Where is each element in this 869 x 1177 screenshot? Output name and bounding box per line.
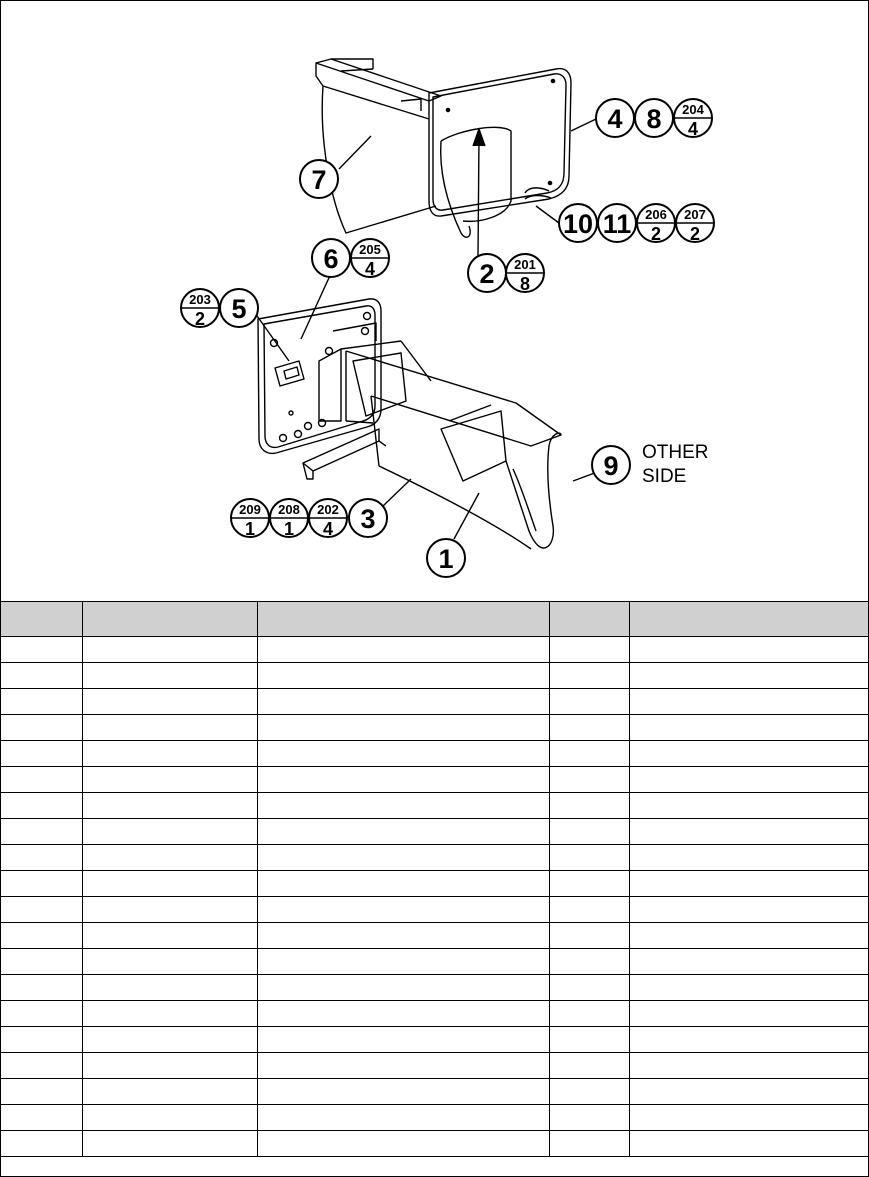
table-cell	[1, 767, 82, 793]
table-cell	[82, 845, 257, 871]
svg-text:7: 7	[311, 165, 327, 195]
table-cell	[1, 1105, 82, 1131]
svg-text:2: 2	[650, 224, 662, 244]
hardware-callout-204	[674, 99, 712, 139]
table-cell	[629, 741, 868, 767]
table-cell	[82, 1131, 257, 1157]
table-cell	[82, 741, 257, 767]
table-row	[1, 1105, 868, 1131]
svg-text:205: 205	[359, 242, 381, 257]
svg-text:4: 4	[607, 104, 623, 134]
table-cell	[549, 975, 629, 1001]
table-cell	[82, 1105, 257, 1131]
table-header-row	[1, 602, 868, 637]
table-cell	[1, 689, 82, 715]
table-cell	[549, 897, 629, 923]
table-cell	[1, 1027, 82, 1053]
svg-text:8: 8	[646, 104, 662, 134]
table-row	[1, 923, 868, 949]
svg-text:4: 4	[687, 119, 699, 139]
table-cell	[82, 949, 257, 975]
table-cell	[1, 1053, 82, 1079]
svg-text:208: 208	[278, 502, 300, 517]
table-cell	[629, 1079, 868, 1105]
table-cell	[257, 793, 549, 819]
hardware-callout-202	[309, 499, 347, 539]
table-cell	[629, 689, 868, 715]
table-cell	[629, 637, 868, 663]
table-cell	[549, 1053, 629, 1079]
callout-5	[220, 289, 258, 327]
table-cell	[257, 975, 549, 1001]
svg-text:4: 4	[322, 519, 334, 539]
callout-11	[598, 204, 636, 242]
table-cell	[82, 1053, 257, 1079]
svg-text:5: 5	[231, 294, 247, 324]
table-cell	[257, 1131, 549, 1157]
table-cell	[629, 949, 868, 975]
callout-8	[635, 99, 673, 137]
callout-9	[592, 446, 630, 484]
table-row	[1, 975, 868, 1001]
callout-1	[427, 539, 465, 577]
other-side-note-line2: SIDE	[642, 466, 687, 487]
table-cell	[257, 663, 549, 689]
callout-10	[559, 204, 597, 242]
table-cell	[257, 1027, 549, 1053]
table-cell	[1, 1079, 82, 1105]
table-cell	[629, 975, 868, 1001]
callout-3	[349, 499, 387, 537]
table-cell	[257, 845, 549, 871]
table-cell	[82, 689, 257, 715]
table-cell	[549, 1131, 629, 1157]
svg-text:2: 2	[479, 259, 495, 289]
table-cell	[257, 819, 549, 845]
table-cell	[629, 715, 868, 741]
svg-text:3: 3	[360, 504, 376, 534]
header-cell	[82, 602, 257, 637]
table-cell	[549, 845, 629, 871]
table-cell	[549, 715, 629, 741]
svg-text:8: 8	[519, 274, 531, 294]
table-row	[1, 741, 868, 767]
table-cell	[629, 793, 868, 819]
table-cell	[549, 663, 629, 689]
table-cell	[629, 819, 868, 845]
table-cell	[82, 1027, 257, 1053]
table-cell	[1, 923, 82, 949]
hardware-callout-206	[637, 204, 675, 244]
svg-text:201: 201	[514, 257, 536, 272]
table-cell	[1, 949, 82, 975]
table-cell	[257, 741, 549, 767]
table-cell	[257, 897, 549, 923]
table-cell	[257, 637, 549, 663]
callout-6	[312, 239, 350, 277]
table-cell	[629, 923, 868, 949]
table-cell	[82, 975, 257, 1001]
table-cell	[82, 1001, 257, 1027]
table-row	[1, 1053, 868, 1079]
hardware-callout-201	[506, 254, 544, 294]
svg-text:1: 1	[244, 519, 256, 539]
table-cell	[549, 741, 629, 767]
table-cell	[629, 1001, 868, 1027]
table-cell	[549, 793, 629, 819]
other-side-note-line1: OTHER	[642, 442, 709, 463]
header-cell	[549, 602, 629, 637]
table-cell	[1, 1001, 82, 1027]
table-row	[1, 1001, 868, 1027]
hardware-callout-203	[181, 289, 219, 329]
table-row	[1, 767, 868, 793]
header-cell	[1, 602, 82, 637]
table-cell	[257, 923, 549, 949]
table-cell	[82, 923, 257, 949]
table-cell	[549, 819, 629, 845]
table-cell	[1, 741, 82, 767]
table-row	[1, 689, 868, 715]
table-cell	[1, 637, 82, 663]
table-cell	[629, 1105, 868, 1131]
table-cell	[257, 1105, 549, 1131]
hardware-callout-205	[351, 239, 389, 279]
svg-text:203: 203	[189, 292, 211, 307]
table-cell	[549, 1079, 629, 1105]
table-row	[1, 871, 868, 897]
svg-text:1: 1	[283, 519, 295, 539]
callout-7	[300, 160, 338, 198]
table-row	[1, 949, 868, 975]
table-row	[1, 845, 868, 871]
table-cell	[257, 949, 549, 975]
table-cell	[257, 767, 549, 793]
table-cell	[82, 1079, 257, 1105]
table-cell	[629, 845, 868, 871]
table-cell	[1, 793, 82, 819]
table-cell	[257, 689, 549, 715]
svg-text:4: 4	[364, 259, 376, 279]
svg-text:204: 204	[682, 102, 704, 117]
table-cell	[629, 767, 868, 793]
table-cell	[82, 897, 257, 923]
table-cell	[549, 949, 629, 975]
table-cell	[82, 793, 257, 819]
svg-text:10: 10	[562, 209, 594, 239]
table-cell	[549, 1001, 629, 1027]
table-cell	[549, 767, 629, 793]
table-cell	[629, 897, 868, 923]
table-cell	[629, 871, 868, 897]
table-cell	[549, 1027, 629, 1053]
table-row	[1, 1027, 868, 1053]
callouts-layer	[181, 99, 714, 577]
table-cell	[1, 845, 82, 871]
svg-text:2: 2	[194, 309, 206, 329]
table-cell	[549, 1105, 629, 1131]
table-cell	[1, 897, 82, 923]
table-cell	[549, 637, 629, 663]
table-row	[1, 1131, 868, 1157]
svg-text:209: 209	[239, 502, 261, 517]
table-cell	[1, 975, 82, 1001]
table-cell	[629, 1027, 868, 1053]
cover-assembly-drawing	[316, 59, 571, 237]
table-cell	[82, 767, 257, 793]
table-cell	[1, 819, 82, 845]
table-cell	[549, 871, 629, 897]
exploded-view-drawing	[1, 1, 868, 602]
svg-text:6: 6	[323, 244, 339, 274]
table-row	[1, 819, 868, 845]
callout-4	[596, 99, 634, 137]
svg-text:207: 207	[684, 207, 706, 222]
assembly-illustration	[1, 1, 868, 601]
table-row	[1, 793, 868, 819]
hardware-callout-209	[231, 499, 269, 539]
table-cell	[1, 715, 82, 741]
header-cell	[257, 602, 549, 637]
table-cell	[82, 871, 257, 897]
table-cell	[82, 663, 257, 689]
hardware-callout-207	[676, 204, 714, 244]
callout-2	[468, 254, 506, 292]
table-cell	[82, 715, 257, 741]
table-cell	[82, 819, 257, 845]
hardware-callout-208	[270, 499, 308, 539]
table-cell	[549, 689, 629, 715]
svg-text:1: 1	[438, 544, 454, 574]
table-row	[1, 663, 868, 689]
table-cell	[257, 871, 549, 897]
table-row	[1, 897, 868, 923]
table-cell	[1, 663, 82, 689]
table-cell	[629, 663, 868, 689]
svg-text:2: 2	[689, 224, 701, 244]
table-cell	[629, 1131, 868, 1157]
svg-text:202: 202	[317, 502, 339, 517]
table-cell	[1, 871, 82, 897]
svg-text:9: 9	[603, 451, 619, 481]
table-cell	[257, 715, 549, 741]
table-cell	[82, 637, 257, 663]
svg-text:206: 206	[645, 207, 667, 222]
table-cell	[549, 923, 629, 949]
table-row	[1, 637, 868, 663]
svg-text:11: 11	[602, 209, 632, 239]
table-cell	[257, 1079, 549, 1105]
table-row	[1, 1079, 868, 1105]
table-body	[1, 637, 868, 1157]
header-cell	[629, 602, 868, 637]
parts-list-table	[1, 602, 868, 1157]
table-cell	[629, 1053, 868, 1079]
table-cell	[257, 1053, 549, 1079]
table-cell	[1, 1131, 82, 1157]
table-cell	[257, 1001, 549, 1027]
table-row	[1, 715, 868, 741]
